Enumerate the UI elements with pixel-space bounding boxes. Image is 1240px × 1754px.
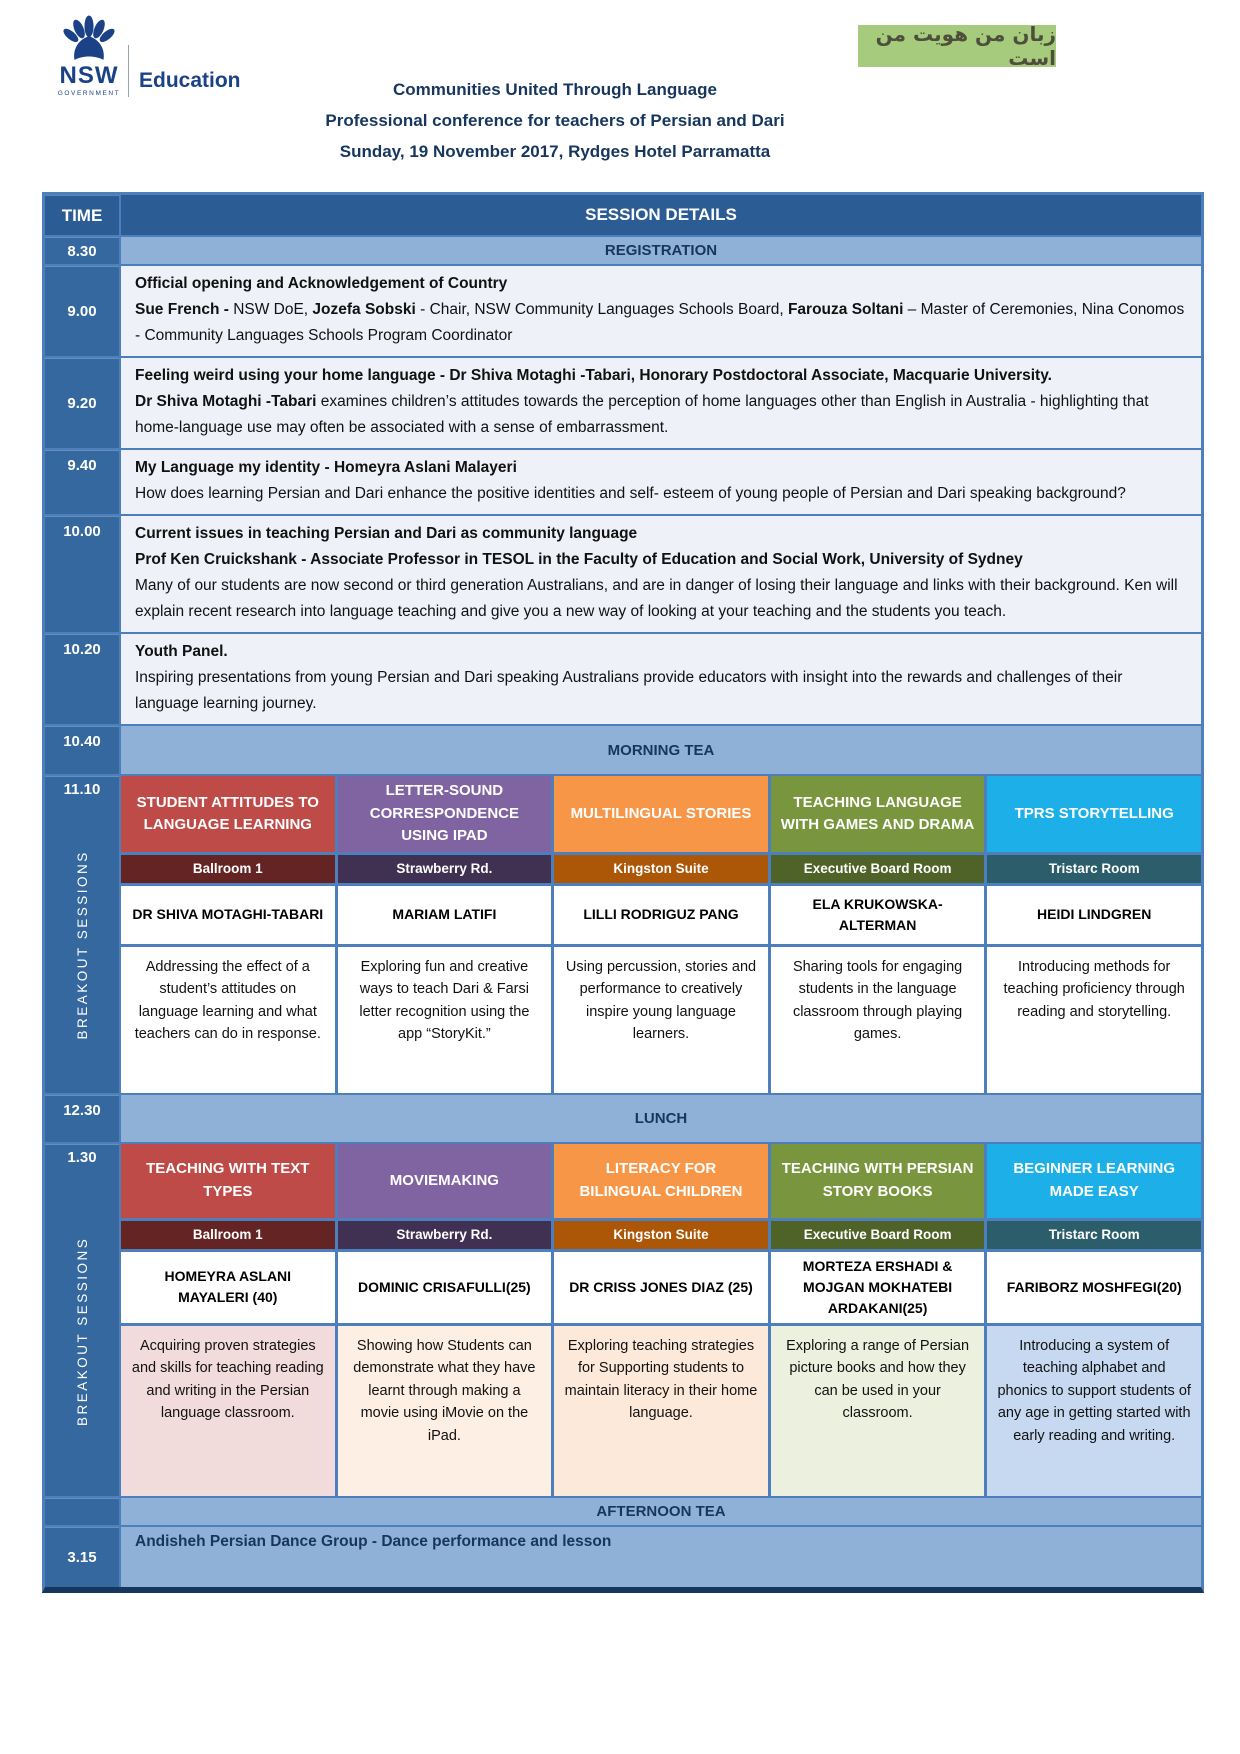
breakout1-col3-presenter: LILLI RODRIGUZ PANG (554, 886, 768, 944)
logo-education-text: Education (139, 69, 241, 92)
dance-performance-session: Andisheh Persian Dance Group - Dance performance and lesson (121, 1527, 1201, 1587)
breakout1-col4-header: TEACHING LANGUAGE WITH GAMES AND DRAMA (771, 776, 985, 852)
time-empty (45, 1498, 119, 1525)
breakout2-col3-header: LITERACY FOR BILINGUAL CHILDREN (554, 1144, 768, 1218)
afternoon-tea-band: AFTERNOON TEA (121, 1498, 1201, 1525)
afternoon-breakout-block (45, 1144, 1201, 1496)
speaker-name: Jozefa Sobski (312, 301, 416, 319)
current-issues-row (45, 516, 1201, 632)
breakout1-col2-header: LETTER-SOUND CORRESPONDENCE USING IPAD (338, 776, 552, 852)
session-title: Feeling weird using your home language - Dr Shiva Motaghi -Tabari, Honorary Postdoctoral Associate, Macquarie University. (135, 367, 1052, 385)
breakout1-col5-presenter: HEIDI LINDGREN (987, 886, 1201, 944)
breakout1-col1-description: Addressing the effect of a student’s attitudes on language learning and what teachers can do in response. (121, 947, 335, 1093)
logo-nsw-text: NSW (59, 62, 119, 89)
schedule-table (42, 192, 1204, 1593)
speaker-name: Dr Shiva Motaghi -Tabari (135, 393, 317, 411)
breakout2-col4-header: TEACHING WITH PERSIAN STORY BOOKS (771, 1144, 985, 1218)
breakout1-col1-header: STUDENT ATTITUDES TO LANGUAGE LEARNING (121, 776, 335, 852)
speaker-name: Prof Ken Cruickshank - Associate Professor in TESOL in the Faculty of Education and Social Work, University of Sydney (135, 551, 1023, 569)
session-abstract: Many of our students are now second or third generation Australians, and are in danger of losing their language and links with their background. Ken will explain recent research into language teaching and give you a new way of looking at your teaching and the students you teach. (135, 577, 1178, 621)
afternoon-tea-row (45, 1498, 1201, 1525)
page-header (0, 0, 1240, 188)
time-9-40: 9.40 (45, 450, 119, 514)
breakout2-col1-header: TEACHING WITH TEXT TYPES (121, 1144, 335, 1218)
breakout1-col3-header: MULTILINGUAL STORIES (554, 776, 768, 852)
time-9-20: 9.20 (45, 358, 119, 448)
breakout2-col4-room: Executive Board Room (771, 1221, 985, 1249)
breakout1-col5-room: Tristarc Room (987, 855, 1201, 883)
breakout1-col1-room: Ballroom 1 (121, 855, 335, 883)
dance-performance-row (45, 1527, 1201, 1587)
time-3-15: 3.15 (45, 1527, 119, 1587)
time-12-30: 12.30 (45, 1095, 119, 1142)
breakout2-col5-description: Introducing a system of teaching alphabet and phonics to support students of any age in getting started with early reading and writing. (987, 1326, 1201, 1496)
breakout2-col4-description: Exploring a range of Persian picture books and how they can be used in your classroom. (771, 1326, 985, 1496)
breakout2-col2-description: Showing how Students can demonstrate what they have learnt through making a movie using iMovie on the iPad. (338, 1326, 552, 1496)
breakout2-col2-header: MOVIEMAKING (338, 1144, 552, 1218)
morning-breakout-grid (121, 776, 1201, 1093)
time-9-00: 9.00 (45, 266, 119, 356)
my-language-row (45, 450, 1201, 514)
breakout1-col4-description: Sharing tools for engaging students in the language classroom through playing games. (771, 947, 985, 1093)
speaker-role: NSW DoE, (233, 301, 313, 319)
session-abstract: examines children’s attitudes towards the perception of home languages other than English in Australia - highlighting that home-language use may often be associated with a sense of embarrassment. (135, 393, 1149, 437)
breakout2-col1-description: Acquiring proven strategies and skills for teaching reading and writing in the Persian language classroom. (121, 1326, 335, 1496)
conference-title: Communities United Through Language (393, 80, 717, 99)
breakout2-col3-presenter: DR CRISS JONES DIAZ (25) (554, 1252, 768, 1323)
opening-title: Official opening and Acknowledgement of Country (135, 275, 508, 292)
opening-session (121, 266, 1201, 356)
youth-panel-row (45, 634, 1201, 724)
breakout1-col4-presenter: ELA KRUKOWSKA-ALTERMAN (771, 886, 985, 944)
my-language-session (121, 450, 1201, 514)
session-title: My Language my identity - Homeyra Aslani Malayeri (135, 459, 517, 477)
session-abstract: How does learning Persian and Dari enhance the positive identities and self- esteem of young people of Persian and Dari speaking background? (135, 485, 1126, 503)
breakout2-col2-room: Strawberry Rd. (338, 1221, 552, 1249)
breakout2-col4-presenter: MORTEZA ERSHADI & MOJGAN MOKHATEBI ARDAKANI(25) (771, 1252, 985, 1323)
breakout1-col5-header: TPRS STORYTELLING (987, 776, 1201, 852)
breakout2-col3-room: Kingston Suite (554, 1221, 768, 1249)
time-10-00: 10.00 (45, 516, 119, 632)
speaker-name: Sue French - (135, 301, 234, 319)
session-title: Current issues in teaching Persian and Dari as community language (135, 525, 638, 543)
breakout1-col3-room: Kingston Suite (554, 855, 768, 883)
feeling-weird-session (121, 358, 1201, 448)
logo-government-text: GOVERNMENT (57, 90, 121, 97)
lunch-row (45, 1095, 1201, 1142)
breakout1-col1-presenter: DR SHIVA MOTAGHI-TABARI (121, 886, 335, 944)
morning-tea-row (45, 726, 1201, 774)
breakout1-col2-room: Strawberry Rd. (338, 855, 552, 883)
breakout2-col3-description: Exploring teaching strategies for Supporting students to maintain literacy in their home language. (554, 1326, 768, 1496)
time-10-20: 10.20 (45, 634, 119, 724)
breakout1-col4-room: Executive Board Room (771, 855, 985, 883)
registration-row (45, 237, 1201, 264)
breakout2-col5-header: BEGINNER LEARNING MADE EASY (987, 1144, 1201, 1218)
breakout1-col2-presenter: MARIAM LATIFI (338, 886, 552, 944)
breakout-sessions-vertical-label: BREAKOUT SESSIONS (74, 1236, 90, 1426)
conference-titles (0, 74, 1110, 167)
session-abstract: Inspiring presentations from young Persian and Dari speaking Australians provide educators with insight into the rewards and challenges of their language learning journey. (135, 669, 1123, 713)
breakout2-col5-room: Tristarc Room (987, 1221, 1201, 1249)
afternoon-breakout-time-cell (45, 1144, 119, 1496)
speaker-role: - Chair, NSW Community Languages Schools Board, (415, 301, 788, 319)
lunch-band: LUNCH (121, 1095, 1201, 1142)
breakout1-col3-description: Using percussion, stories and performance to creatively inspire young language learners. (554, 947, 768, 1093)
morning-breakout-block (45, 776, 1201, 1093)
feeling-weird-row (45, 358, 1201, 448)
opening-row (45, 266, 1201, 356)
conference-date-venue: Sunday, 19 November 2017, Rydges Hotel Parramatta (339, 142, 771, 161)
registration-band: REGISTRATION (121, 237, 1201, 264)
nsw-waratah-icon (60, 14, 118, 64)
session-title: Youth Panel. (135, 643, 228, 661)
breakout1-col2-description: Exploring fun and creative ways to teach Dari & Farsi letter recognition using the app “StoryKit.” (338, 947, 552, 1093)
time-8-30: 8.30 (45, 237, 119, 264)
session-details-header: SESSION DETAILS (121, 195, 1201, 235)
persian-motto-banner: زبان من هویت من است (858, 25, 1056, 67)
table-header-row (45, 195, 1201, 235)
afternoon-breakout-grid (121, 1144, 1201, 1496)
breakout2-col1-room: Ballroom 1 (121, 1221, 335, 1249)
time-column-header: TIME (45, 195, 119, 235)
morning-breakout-time-cell (45, 776, 119, 1093)
current-issues-session (121, 516, 1201, 632)
time-1-30: 1.30 (67, 1148, 97, 1166)
time-10-40: 10.40 (45, 726, 119, 774)
breakout2-col2-presenter: DOMINIC CRISAFULLI(25) (338, 1252, 552, 1323)
youth-panel-session (121, 634, 1201, 724)
speaker-name: Farouza Soltani (787, 301, 904, 319)
breakout1-col5-description: Introducing methods for teaching proficiency through reading and storytelling. (987, 947, 1201, 1093)
conference-subtitle: Professional conference for teachers of Persian and Dari (325, 111, 785, 130)
time-11-10: 11.10 (63, 781, 101, 799)
breakout-sessions-vertical-label: BREAKOUT SESSIONS (74, 851, 90, 1041)
morning-tea-band: MORNING TEA (121, 726, 1201, 774)
breakout2-col5-presenter: FARIBORZ MOSHFEGI(20) (987, 1252, 1201, 1323)
breakout2-col1-presenter: HOMEYRA ASLANI MAYALERI (40) (121, 1252, 335, 1323)
speaker-role: – Master of Ceremonies, Nina Conomos - Community Languages Schools Program Coordinator (135, 301, 1185, 345)
